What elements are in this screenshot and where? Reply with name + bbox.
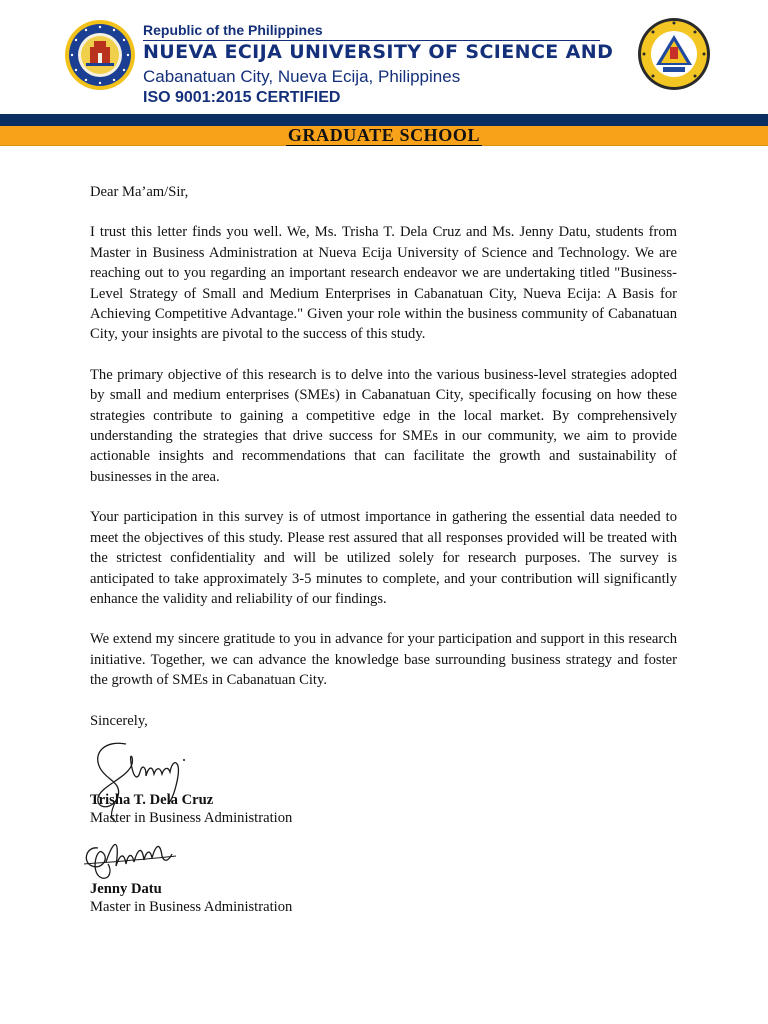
paragraph-intro: I trust this letter finds you well. We, Ms. Trisha T. Dela Cruz and Ms. Jenny Datu, students from Master in Business Administration at Nueva Ecija University of Science and Technology. We are reaching out to you regarding an important research endeavor we are undertaking titled "Business-Level Strategy of Small and Medium Enterprises in Cabanatuan City, Nueva Ecija: A Basis for Achieving Competitive Advantage." Given your role within the business community of Cabanatuan City, your insights are pivotal to the success of this study. [90, 224, 677, 343]
paragraph-gratitude: We extend my sincere gratitude to you in advance for your participation and support in this research initiative. Together, we can advance the knowledge base surrounding business strategy and foster the growth of SMEs in Cabanatuan City. [90, 631, 677, 689]
university-location: Cabanatuan City, Nueva Ecija, Philippines [143, 67, 461, 86]
signatory-title: Master in Business Administration [90, 810, 293, 826]
paragraph-objective: The primary objective of this research is to delve into the various business-level strategies adopted by small and medium enterprises (SMEs) in Cabanatuan City, specifically focusing on how these strategies contribute to gaining a competitive edge in the local market. By comprehensively understanding the strategies that drive success for SMEs in our community, we aim to provide actionable insights and recommendations that can facilitate the growth and sustainability of businesses in the area. [90, 366, 677, 485]
republic-label: Republic of the Philippines [143, 22, 323, 38]
salutation: Dear Ma’am/Sir, [90, 184, 189, 200]
graduate-school-seal-logo [637, 15, 711, 93]
iso-certification: ISO 9001:2015 CERTIFIED [143, 89, 341, 106]
signatory-1 [90, 791, 292, 827]
signatory-name: Trisha T. Dela Cruz [90, 792, 214, 808]
university-name: NUEVA ECIJA UNIVERSITY OF SCIENCE AND [143, 41, 614, 63]
signatory-2 [90, 880, 292, 916]
signatory-title: Master in Business Administration [90, 899, 293, 915]
signatory-name: Jenny Datu [90, 881, 162, 897]
department-title [0, 125, 768, 146]
paragraph-participation: Your participation in this survey is of utmost importance in gathering the essential data needed to meet the objectives of this study. Please rest assured that all responses provided will be treated with the strictest confidentiality and will be utilized solely for research purposes. The survey is anticipated to take approximately 3-5 minutes to complete, and your contribution will significantly enhance the validity and reliability of our findings. [90, 509, 677, 607]
department-title-text: GRADUATE SCHOOL [287, 125, 481, 145]
letter-body [90, 182, 677, 751]
closing: Sincerely, [90, 712, 148, 729]
university-seal-logo [64, 19, 136, 91]
